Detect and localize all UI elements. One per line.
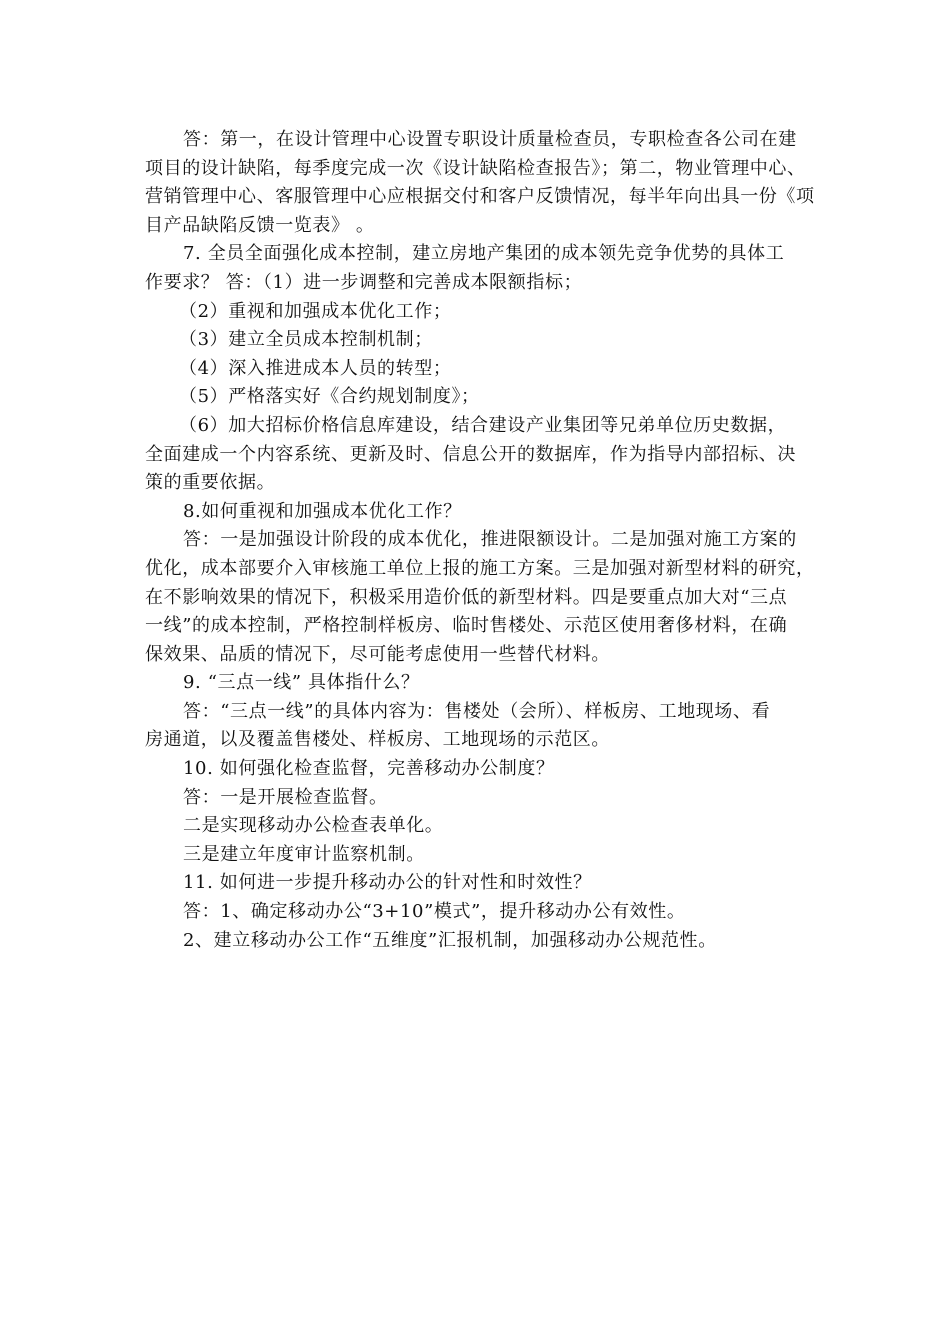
text-line: 二是实现移动办公检查表单化。 bbox=[183, 815, 444, 837]
text-line: 优化，成本部要介入审核施工单位上报的施工方案。三是加强对新型材料的研究， bbox=[145, 557, 815, 579]
text-line: 作要求？ 答：（1）进一步调整和完善成本限额指标； bbox=[145, 271, 583, 293]
text-line: 三是建立年度审计监察机制。 bbox=[183, 843, 425, 865]
text-line: 目产品缺陷反馈一览表》 。 bbox=[145, 214, 375, 236]
text-line: 保效果、品质的情况下，尽可能考虑使用一些替代材料。 bbox=[145, 643, 610, 665]
text-line: 在不影响效果的情况下，积极采用造价低的新型材料。四是要重点加大对“三点 bbox=[145, 586, 788, 608]
question-8: 8.如何重视和加强成本优化工作？ bbox=[183, 500, 462, 522]
text-line: 营销管理中心、客服管理中心应根据交付和客户反馈情况，每半年向出具一份《项 bbox=[145, 186, 815, 208]
text-line: 答：1、确定移动办公“3+10”模式”，提升移动办公有效性。 bbox=[183, 901, 686, 923]
question-9: 9. “三点一线” 具体指什么？ bbox=[183, 672, 420, 694]
text-line: 全面建成一个内容系统、更新及时、信息公开的数据库，作为指导内部招标、决 bbox=[145, 443, 796, 465]
text-line: 策的重要依据。 bbox=[145, 472, 276, 494]
text-line: 答：“三点一线”的具体内容为：售楼处（会所）、样板房、工地现场、看 bbox=[183, 700, 771, 722]
text-line: 2、建立移动办公工作“五维度”汇报机制，加强移动办公规范性。 bbox=[183, 929, 717, 951]
list-item: （6）加大招标价格信息库建设，结合建设产业集团等兄弟单位历史数据， bbox=[179, 414, 787, 436]
text-line: 项目的设计缺陷，每季度完成一次《设计缺陷检查报告》；第二，物业管理中心、 bbox=[145, 157, 806, 179]
question-11: 11. 如何进一步提升移动办公的针对性和时效性？ bbox=[183, 872, 592, 894]
list-item: （3）建立全员成本控制机制； bbox=[179, 329, 433, 351]
text-line: 答：一是加强设计阶段的成本优化，推进限额设计。二是加强对施工方案的 bbox=[183, 529, 797, 551]
document-page bbox=[145, 126, 815, 955]
question-10: 10. 如何强化检查监督，完善移动办公制度？ bbox=[183, 758, 555, 780]
text-line: 房通道，以及覆盖售楼处、样板房、工地现场的示范区。 bbox=[145, 729, 610, 751]
question-7: 7. 全员全面强化成本控制，建立房地产集团的成本领先竞争优势的具体工 bbox=[183, 243, 785, 265]
list-item: （4）深入推进成本人员的转型； bbox=[179, 357, 452, 379]
list-item: （5）严格落实好《合约规划制度》； bbox=[179, 386, 480, 408]
list-item: （2）重视和加强成本优化工作； bbox=[179, 300, 452, 322]
text-line: 答：第一，在设计管理中心设置专职设计质量检查员，专职检查各公司在建 bbox=[183, 129, 797, 150]
text-line: 答：一是开展检查监督。 bbox=[183, 786, 388, 808]
text-line: 一线”的成本控制，严格控制样板房、临时售楼处、示范区使用奢侈材料，在确 bbox=[145, 615, 788, 637]
